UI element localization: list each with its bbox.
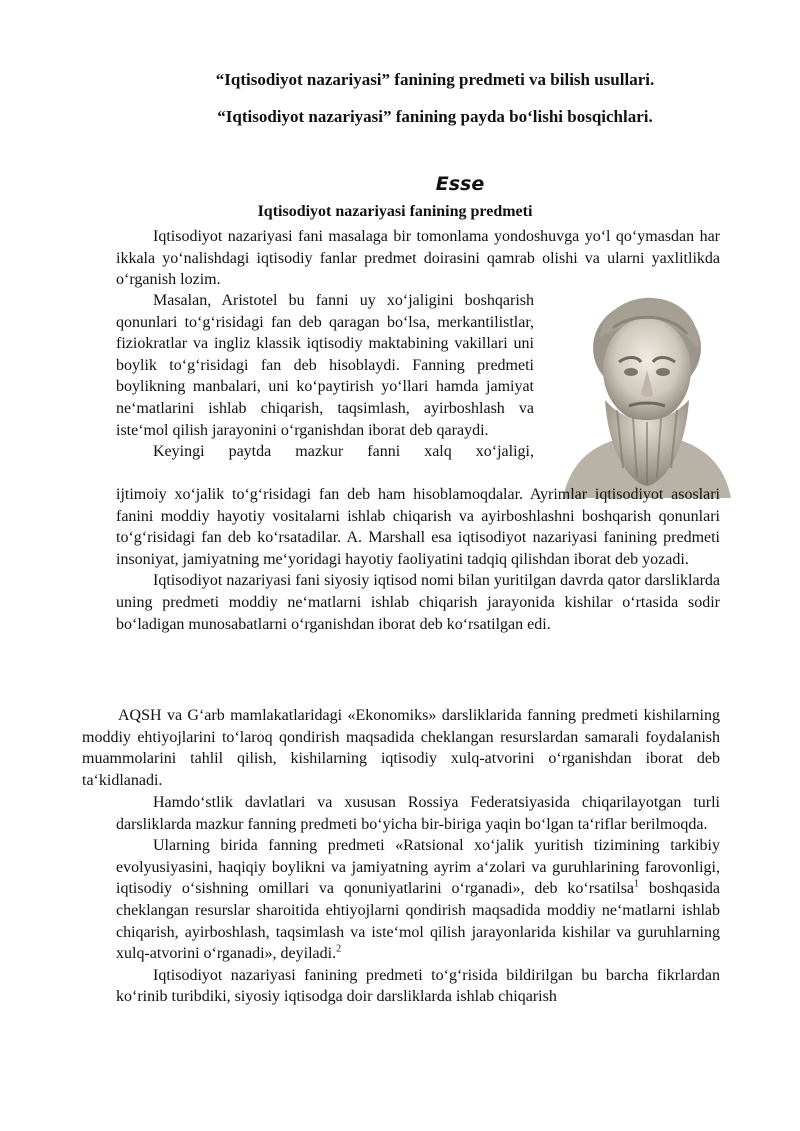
document-title-line-1: “Iqtisodiyot nazariyasi” fanining predmeti va bilish usullari. — [215, 70, 655, 89]
paragraph-text: ijtimoiy xo‘jalik to‘g‘risidagi fan deb ham hisoblamoqdalar. Ayrimlar iqtisodiyot asoslari fanini moddiy hayotiy vositalarni ishlab chiqarish va ayirboshlashni boshqarish qonunlari to‘g‘risidagi fan deb ko‘rsatadilar. A. Marshall esa iqtisodiyot nazariyasi fanining predmeti insoniyat, jamiyatning me‘yoridagi hayotiy faoliyatini tadqiq qilishdan iborat deb yozadi. — [116, 486, 720, 568]
paragraph-6-8 — [116, 792, 720, 1008]
paragraph-text: AQSH va G‘arb mamlakatlaridagi «Ekonomiks» darsliklarida fanning predmeti kishilarning moddiy ehtiyojlarini to‘laroq qondirish maqsadida cheklangan resurslardan samarali foydalanish muammolarini tahlil qilish, kishilarning iqtisodiy xulq-atvorini o‘rganishdan iborat deb ta‘kidlanadi. — [82, 707, 720, 789]
paragraph-3-continued — [116, 484, 720, 635]
paragraph-6: Hamdo‘stlik davlatlari va xususan Rossiya Federatsiyasida chiqarilayotgan turli darsliklarda mazkur fanning predmeti bo‘yicha bir-biriga yaqin bo‘lgan ta‘riflar berilmoqda. — [116, 794, 720, 833]
footnote-ref-2[interactable]: 2 — [336, 943, 342, 955]
paragraph-3-first-line: Keyingi paytda mazkur fanni xalq xo‘jaligi, — [153, 443, 534, 461]
paragraph-7 — [116, 835, 720, 965]
aristotle-bust-image — [553, 288, 741, 498]
paragraph-5 — [82, 705, 720, 791]
paragraph-1 — [116, 226, 720, 291]
essay-label: Esse — [435, 173, 485, 195]
paragraph-text: Iqtisodiyot nazariyasi fani masalaga bir tomonlama yondoshuvga yo‘l qo‘ymasdan har ikkala yo‘nalishdagi iqtisodiy fanlar predmet doirasini qamrab olishi va ularni yaxlitlikda o‘rganish lozim. — [116, 228, 720, 289]
paragraph-8: Iqtisodiyot nazariyasi fanining predmeti to‘g‘risida bildirilgan bu barcha fikrlardan ko‘rinib turibdiki, siyosiy iqtisodga doir darsliklarda ishlab chiqarish — [116, 966, 720, 1006]
section-heading: Iqtisodiyot nazariyasi fanining predmeti — [257, 203, 533, 220]
paragraph-7-text-a: Ularning birida fanning predmeti «Ratsional xo‘jalik yuritish tizimining tarkibiy evolyusiyasini, haqiqiy boylikni va jamiyatning ayrim a‘zolari va guruhlarining farovonligi, iqtisodiy o‘sishning omillari va qonuniyatlarini o‘rganadi», deb ko‘rsatilsa — [116, 837, 720, 898]
footnote-ref-1[interactable]: 1 — [634, 879, 640, 891]
paragraph-text: Masalan, Aristotel bu fanni uy xo‘jaligini boshqarish qonunlari to‘g‘risidagi fan deb qaragan bo‘lsa, merkantilistlar, fiziokratlar va ingliz klassik iqtisodiy maktabining vakillari uni boylik to‘g‘risidagi fan deb hisoblaydi. Fanning predmeti boylikning manbalari, uni ko‘paytirish yo‘llari hamda jamiyat ne‘matlarini ishlab chiqarish, taqsimlash, ayirboshlash va iste‘mol qilish jarayonini o‘rganishdan iborat deb qaraydi. — [116, 292, 534, 439]
paragraph-4: Iqtisodiyot nazariyasi fani siyosiy iqtisod nomi bilan yuritilgan davrda qator darsliklarda uning predmeti moddiy ne‘matlarni ishlab chiqarish jarayonida kishilar o‘rtasida sodir bo‘ladigan munosabatlarni o‘rganishdan iborat deb ko‘rsatilgan edi. — [116, 572, 720, 633]
document-title-line-2: “Iqtisodiyot nazariyasi” fanining payda bo‘lishi bosqichlari. — [217, 107, 653, 126]
paragraph-7-text-b: boshqasida cheklangan resurslar sharoitida ehtiyojlarni qondirish maqsadida moddiy ne‘matlarni ishlab chiqarish, ayirboshlash, taqsimlash va iste‘mol qilish jarayonlarida kishilar va guruhlarning xulq-atvorini o‘rganadi», deyiladi. — [116, 880, 720, 963]
paragraph-2 — [116, 290, 534, 463]
